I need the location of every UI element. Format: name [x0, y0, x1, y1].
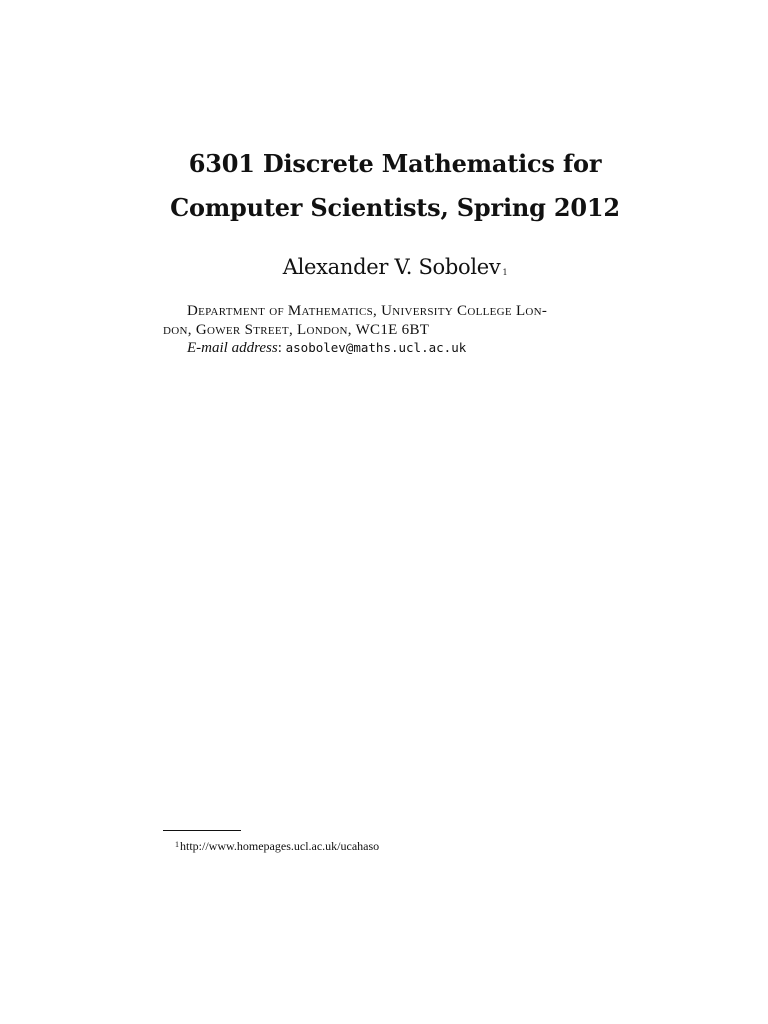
address-line-1: Department of Mathematics, University College Lon-: [187, 303, 548, 319]
title-line-1: 6301 Discrete Mathematics for: [188, 149, 602, 178]
footnote-rule: [163, 830, 241, 831]
email-separator: :: [277, 340, 282, 356]
author-footnote-mark: 1: [502, 268, 508, 277]
author-line: [150, 250, 640, 284]
document-title: [150, 142, 640, 230]
email-label: E-mail address: [187, 340, 278, 356]
email-address: asobolev@maths.ucl.ac.uk: [285, 340, 467, 355]
email-line: [187, 338, 466, 358]
author-address: [163, 302, 629, 340]
address-line-2: don, Gower Street, London, WC1E 6BT: [163, 322, 430, 338]
footnote-url: http://www.homepages.ucl.ac.uk/ucahaso: [180, 839, 380, 853]
title-line-2: Computer Scientists, Spring 2012: [170, 193, 620, 222]
footnote-mark: 1: [175, 840, 179, 849]
author-name: Alexander V. Sobolev: [282, 255, 501, 279]
footnote: [175, 838, 379, 854]
